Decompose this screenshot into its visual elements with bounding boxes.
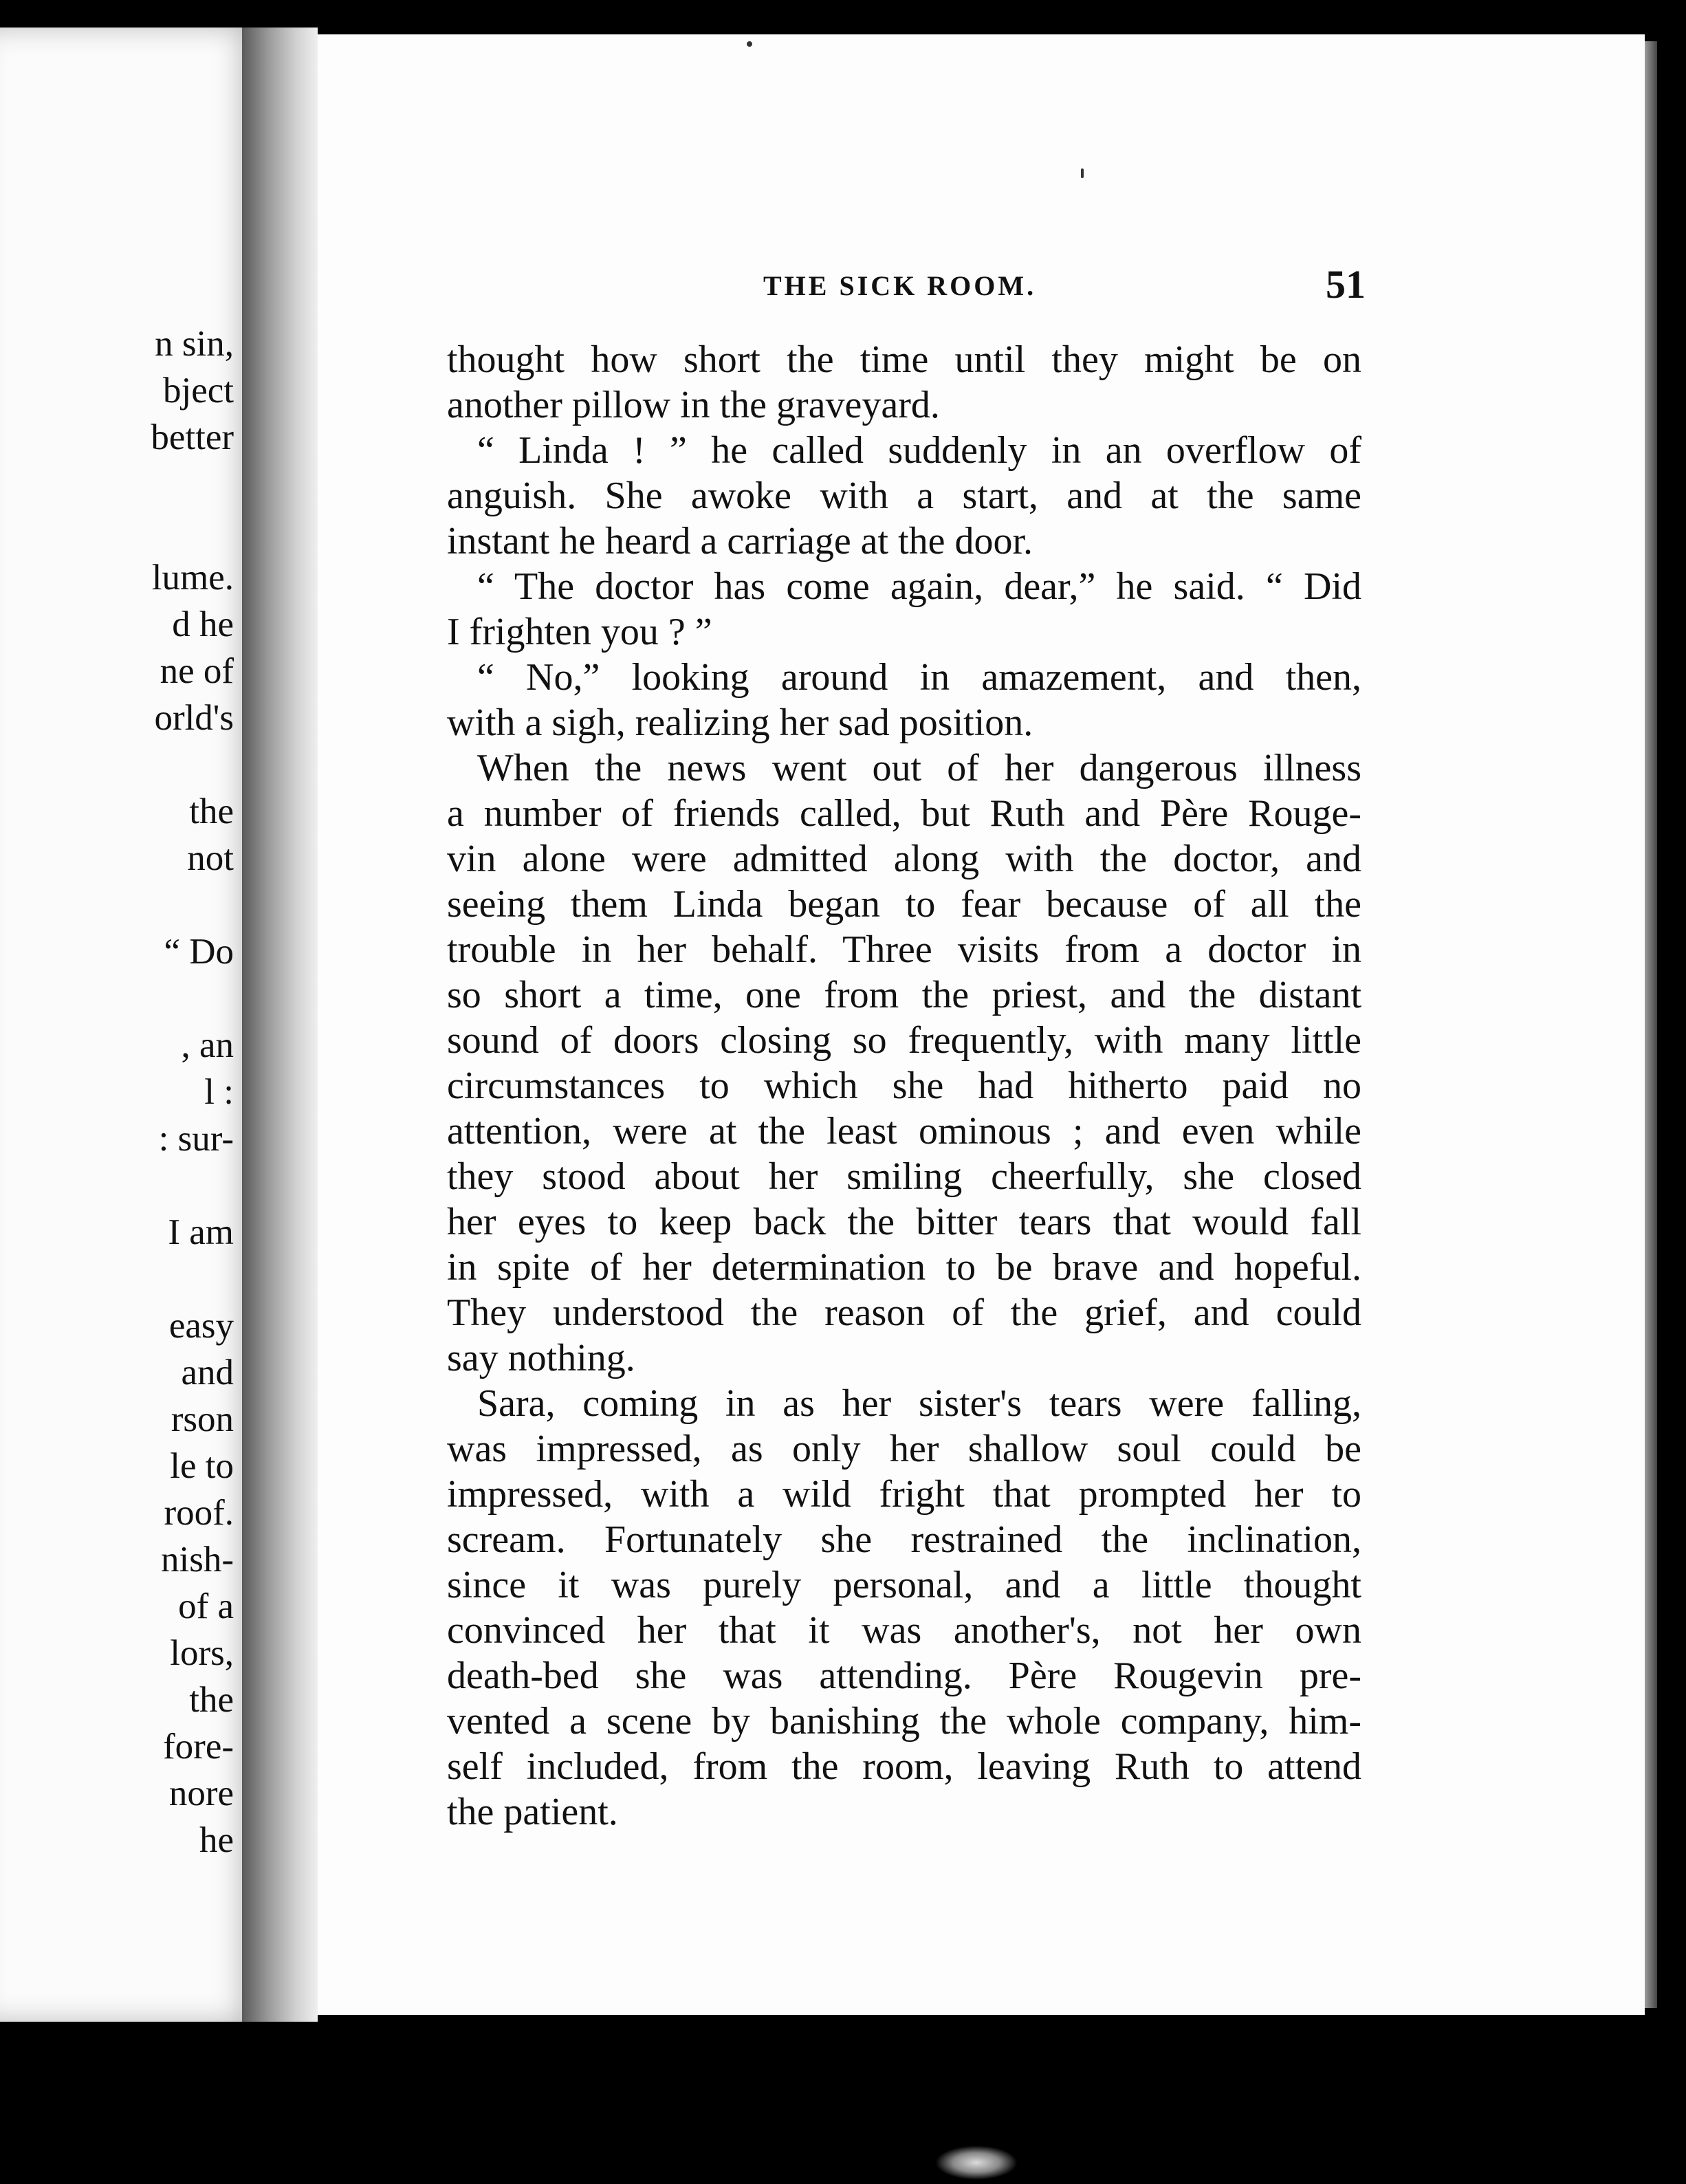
left-page-line-fragment: , an xyxy=(181,1025,234,1065)
left-page-line-fragment: le to xyxy=(170,1446,234,1486)
left-page-line-fragment: better xyxy=(151,417,234,457)
ink-speck xyxy=(747,41,752,47)
left-page-line-fragment: orld's xyxy=(154,698,234,738)
page-number: 51 xyxy=(1326,262,1366,307)
left-page-line-fragment: fore- xyxy=(163,1727,234,1767)
left-page-line-fragment: n sin, xyxy=(155,324,234,364)
text-line: attention, were at the least ominous ; and even while xyxy=(447,1110,1361,1153)
left-page-line-fragment: “ Do xyxy=(164,932,234,972)
left-page-line-fragment: roof. xyxy=(164,1493,234,1533)
left-page-line-fragment: not xyxy=(187,838,234,878)
text-line: say nothing. xyxy=(447,1337,635,1379)
running-head: THE SICK ROOM. xyxy=(763,270,1037,301)
left-page-line-fragment: rson xyxy=(171,1399,234,1439)
text-line: seeing them Linda began to fear because of all the xyxy=(447,883,1361,926)
text-line: they stood about her smiling cheerfully, she closed xyxy=(447,1155,1361,1198)
left-page-line-fragment: easy xyxy=(168,1306,234,1346)
left-page-line-fragment: and xyxy=(181,1353,234,1393)
text-line: scream. Fortunately she restrained the inclination, xyxy=(447,1518,1361,1561)
text-line: They understood the reason of the grief, and could xyxy=(447,1291,1361,1334)
left-page-line-fragment: : sur- xyxy=(158,1119,234,1159)
ink-speck xyxy=(1081,168,1084,178)
text-line: self included, from the room, leaving Ruth to attend xyxy=(447,1745,1361,1788)
text-line: “ No,” looking around in amazement, and then, xyxy=(477,656,1361,699)
left-page-line-fragment: d he xyxy=(172,604,234,644)
scan-smudge xyxy=(935,2145,1018,2180)
left-page-line-fragment: l : xyxy=(204,1072,234,1112)
text-line: another pillow in the graveyard. xyxy=(447,384,940,426)
text-line: sound of doors closing so frequently, with many little xyxy=(447,1019,1361,1062)
text-line: “ The doctor has come again, dear,” he said. “ Did xyxy=(477,565,1361,608)
left-page-line-fragment: he xyxy=(199,1820,234,1860)
book-gutter-shadow xyxy=(242,28,318,2022)
text-line: vented a scene by banishing the whole company, him- xyxy=(447,1700,1361,1743)
text-line: her eyes to keep back the bitter tears that would fall xyxy=(447,1201,1361,1243)
text-line: convinced her that it was another's, not her own xyxy=(447,1609,1361,1652)
left-page-line-fragment: bject xyxy=(163,371,234,411)
text-line: circumstances to which she had hitherto paid no xyxy=(447,1064,1361,1107)
page-edge-shadow xyxy=(1645,41,1657,2008)
text-line: instant he heard a carriage at the door. xyxy=(447,520,1033,563)
text-line: When the news went out of her dangerous illness xyxy=(477,747,1361,789)
text-line: I frighten you ? ” xyxy=(447,611,712,653)
left-page-line-fragment: I am xyxy=(168,1212,234,1252)
left-page-line-fragment: lume. xyxy=(151,558,234,598)
left-page-line-fragment: of a xyxy=(178,1586,234,1626)
left-page-line-fragment: the xyxy=(189,791,234,831)
text-line: anguish. She awoke with a start, and at the same xyxy=(447,474,1361,517)
text-line: with a sigh, realizing her sad position. xyxy=(447,701,1033,744)
text-line: trouble in her behalf. Three visits from a doctor in xyxy=(447,928,1361,971)
text-line: thought how short the time until they might be on xyxy=(447,338,1361,381)
text-line: impressed, with a wild fright that prompted her to xyxy=(447,1473,1361,1516)
text-line: was impressed, as only her shallow soul could be xyxy=(447,1428,1361,1470)
text-line: death-bed she was attending. Père Rougevin pre- xyxy=(447,1655,1361,1697)
left-page-line-fragment: lors, xyxy=(170,1633,234,1673)
left-page-line-fragment: nore xyxy=(168,1773,234,1813)
left-page-line-fragment: ne of xyxy=(160,651,234,691)
text-line: in spite of her determination to be brave and hopeful. xyxy=(447,1246,1361,1289)
text-line: vin alone were admitted along with the doctor, and xyxy=(447,838,1361,880)
text-line: since it was purely personal, and a little thought xyxy=(447,1564,1361,1606)
text-line: “ Linda ! ” he called suddenly in an overflow of xyxy=(477,429,1361,472)
left-facing-page xyxy=(0,28,261,2022)
left-page-line-fragment: the xyxy=(189,1680,234,1720)
text-line: Sara, coming in as her sister's tears were falling, xyxy=(477,1382,1361,1425)
text-line: a number of friends called, but Ruth and Père Rouge- xyxy=(447,792,1361,835)
text-line: the patient. xyxy=(447,1791,618,1833)
left-page-line-fragment: nish- xyxy=(161,1540,234,1580)
text-line: so short a time, one from the priest, and the distant xyxy=(447,974,1361,1016)
